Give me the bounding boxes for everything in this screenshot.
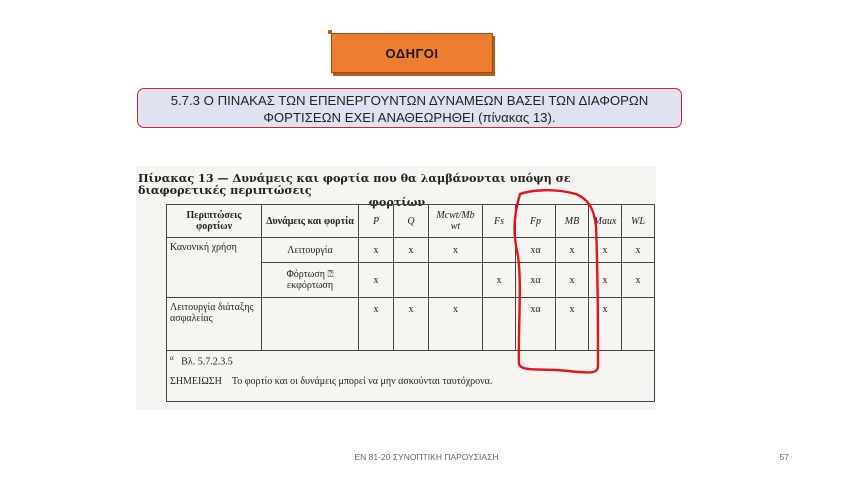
heading-line-2: ΦΟΡΤΙΣΕΩΝ ΕΧΕΙ ΑΝΑΘΕΩΡΗΘΕΙ (πίνακας 13). (263, 110, 556, 125)
heading-box (137, 88, 682, 128)
cell-case: Κανονική χρήση (167, 238, 262, 298)
table-title-line-2: φορτίων (368, 195, 426, 209)
table-excerpt (136, 166, 656, 410)
cell-p: x (359, 298, 394, 351)
notes-cell (167, 351, 655, 402)
footnote-marker: α (170, 354, 174, 362)
header-cases: Περιπτώσεις φορτίων (167, 205, 262, 238)
cell-fs (483, 238, 516, 263)
cell-load (262, 298, 359, 351)
cell-q (394, 263, 429, 298)
cell-fs: x (483, 263, 516, 298)
table-title (138, 172, 656, 208)
heading-line-1: 5.7.3 Ο ΠΙΝΑΚΑΣ ΤΩΝ ΕΠΕΝΕΡΓΟΥΝΤΩΝ ΔΥΝΑΜΕΩΝ ΒΑΣΕΙ ΤΩΝ ΔΙΑΦΟΡΩΝ (170, 93, 649, 108)
loads-table (166, 204, 655, 402)
cell-mb: x (556, 263, 589, 298)
footnote-text: Βλ. 5.7.2.3.5 (181, 356, 233, 368)
note-label: ΣΗΜΕΙΩΣΗ (170, 376, 222, 387)
note-line (170, 376, 651, 398)
header-fs: Fs (483, 205, 516, 238)
cell-m (429, 263, 483, 298)
table-title-line-1: Πίνακας 13 — Δυνάμεις και φορτία που θα λαμβάνονται υπόψη σε διαφορετικές περιπτώσεις (138, 171, 571, 197)
header-p: P (359, 205, 394, 238)
note-text: Το φορτίο και οι δυνάμεις μπορεί να μην ασκούνται ταυτόχρονα. (231, 376, 493, 387)
table-header-row (167, 205, 655, 238)
cell-fp: xα (516, 238, 556, 263)
cell-fp: xα (516, 298, 556, 351)
cell-maux: x (589, 263, 622, 298)
section-badge (331, 33, 493, 73)
header-q: Q (394, 205, 429, 238)
cell-m: x (429, 298, 483, 351)
badge-fold (328, 30, 332, 34)
cell-maux: x (589, 238, 622, 263)
header-fp: Fp (516, 205, 556, 238)
cell-wl (622, 298, 655, 351)
cell-mb: x (556, 298, 589, 351)
cell-q: x (394, 298, 429, 351)
cell-q: x (394, 238, 429, 263)
header-mb: MB (556, 205, 589, 238)
page-number: 57 (779, 452, 789, 462)
footer-text: ΕΝ 81-20 ΣΥΝΟΠΤΙΚΗ ΠΑΡΟΥΣΙΑΣΗ (354, 452, 499, 462)
badge-label: ΟΔΗΓΟΙ (385, 45, 439, 61)
header-loads: Δυνάμεις και φορτία (262, 205, 359, 238)
cell-maux: x (589, 298, 622, 351)
cell-case: Λειτουργία διάταξης ασφαλείας (167, 298, 262, 351)
table-row (167, 298, 655, 351)
cell-p: x (359, 238, 394, 263)
cell-load: Λειτουργία (262, 238, 359, 263)
cell-fs (483, 298, 516, 351)
cell-wl: x (622, 263, 655, 298)
table-row (167, 238, 655, 263)
header-maux: Maux (589, 205, 622, 238)
header-wl: WL (622, 205, 655, 238)
cell-m: x (429, 238, 483, 263)
cell-fp: xα (516, 263, 556, 298)
table-notes-row (167, 351, 655, 402)
cell-mb: x (556, 238, 589, 263)
footnote-line (170, 354, 651, 376)
cell-p: x (359, 263, 394, 298)
cell-wl: x (622, 238, 655, 263)
cell-load: Φόρτωση ⍰ εκφόρτωση (262, 263, 359, 298)
header-m: Mcwt/Mb wt (429, 205, 483, 238)
